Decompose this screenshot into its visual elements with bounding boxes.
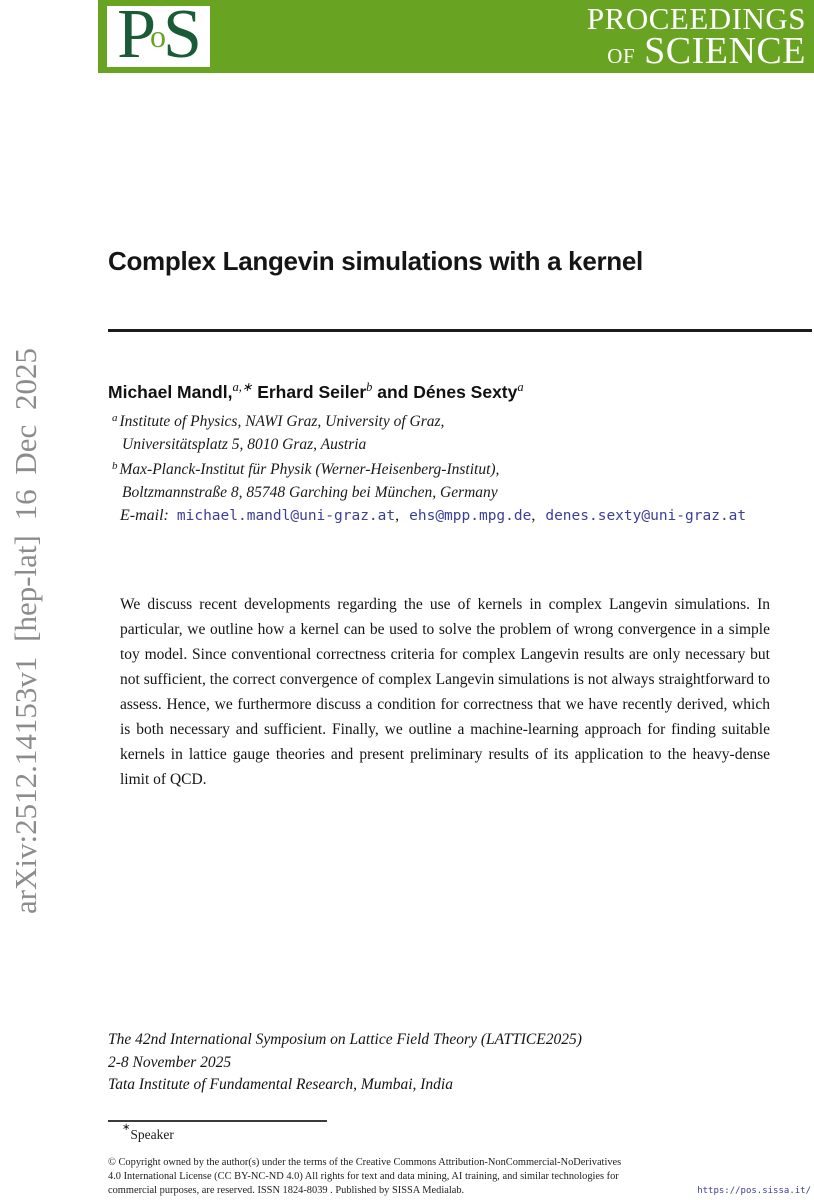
email-separator: , bbox=[531, 507, 536, 524]
author-name: Dénes Sexty bbox=[413, 382, 518, 402]
affiliations bbox=[112, 410, 499, 506]
author-affiliation-mark: a,∗ bbox=[232, 380, 253, 394]
speaker-asterisk: ∗ bbox=[122, 1121, 131, 1133]
author-name: Erhard Seiler bbox=[257, 382, 367, 402]
paper-title: Complex Langevin simulations with a kernel bbox=[108, 246, 643, 276]
email-label: E-mail: bbox=[120, 507, 169, 524]
pos-sissa-link[interactable]: https://pos.sissa.it/ bbox=[697, 1186, 811, 1196]
pos-logo-letter-s: S bbox=[163, 6, 200, 67]
conference-venue: Tata Institute of Fundamental Research, Mumbai, India bbox=[108, 1076, 453, 1093]
speaker-label: Speaker bbox=[130, 1127, 174, 1142]
affiliation-line bbox=[112, 410, 499, 433]
conference-info bbox=[108, 1029, 582, 1097]
banner-of: OF bbox=[607, 44, 636, 68]
banner-wordmark bbox=[587, 3, 806, 73]
copyright-line: © Copyright owned by the author(s) under the terms of the Creative Commons Attribution-NonCommercial-NoDerivatives bbox=[108, 1157, 622, 1168]
speaker-footnote bbox=[122, 1121, 174, 1143]
copyright-line: 4.0 International License (CC BY-NC-ND 4.0) All rights for text and data mining, AI training, and similar technologies for bbox=[108, 1171, 619, 1182]
affiliation-mark: b bbox=[112, 460, 118, 472]
author-affiliation-mark: a bbox=[517, 380, 524, 394]
pos-banner bbox=[98, 0, 814, 73]
pos-logo bbox=[107, 6, 210, 67]
banner-of-science bbox=[587, 30, 806, 73]
author-conjunction: and bbox=[377, 382, 409, 402]
conference-dates: 2-8 November 2025 bbox=[108, 1053, 232, 1071]
email-link-sexty[interactable]: denes.sexty@uni-graz.at bbox=[545, 508, 747, 524]
author-affiliation-mark: b bbox=[366, 380, 373, 394]
affiliation-line bbox=[112, 458, 499, 481]
affiliation-text: Max-Planck-Institut für Physik (Werner-Heisenberg-Institut), bbox=[119, 461, 500, 478]
footnote-rule bbox=[108, 1120, 327, 1122]
conference-name: The 42nd International Symposium on Lattice Field Theory (LATTICE2025) bbox=[108, 1031, 582, 1048]
pos-logo-letter-o: o bbox=[150, 18, 166, 54]
email-link-mandl[interactable]: michael.mandl@uni-graz.at bbox=[176, 508, 396, 524]
affiliation-line: Universitätsplatz 5, 8010 Graz, Austria bbox=[122, 436, 367, 453]
affiliation-text: Institute of Physics, NAWI Graz, University of Graz, bbox=[119, 413, 445, 430]
affiliation-line: Boltzmannstraße 8, 85748 Garching bei München, Germany bbox=[122, 484, 498, 501]
title-rule bbox=[108, 329, 812, 332]
email-link-seiler[interactable]: ehs@mpp.mpg.de bbox=[409, 508, 532, 524]
pos-logo-letter-p: P bbox=[117, 6, 154, 67]
arxiv-watermark: arXiv:2512.14153v1 [hep-lat] 16 Dec 2025 bbox=[8, 347, 43, 915]
copyright-line: commercial purposes, are reserved. ISSN 1824-8039 . Published by SISSA Medialab. bbox=[108, 1185, 465, 1196]
affiliation-mark: a bbox=[112, 412, 118, 424]
copyright-notice bbox=[108, 1156, 621, 1198]
email-separator: , bbox=[395, 507, 400, 524]
banner-proceedings: PROCEEDINGS bbox=[586, 1, 806, 36]
affiliation-a bbox=[112, 410, 499, 456]
email-row bbox=[120, 507, 746, 525]
abstract-text: We discuss recent developments regarding the use of kernels in complex Langevin simulations. In particular, we outline how a kernel can be used to solve the problem of wrong convergence in a simple toy model. Since conventional correctness criteria for complex Langevin results are only necessary but not sufficient, the correct convergence of complex Langevin simulations is not always straightforward to assess. Hence, we furthermore discuss a condition for correctness that we have recently derived, which is both necessary and sufficient. Finally, we outline a machine-learning approach for finding suitable kernels in lattice gauge theories and present preliminary results of its application to the heavy-dense limit of QCD. bbox=[120, 596, 770, 788]
banner-science: SCIENCE bbox=[644, 30, 806, 72]
author-name: Michael Mandl, bbox=[108, 382, 233, 402]
affiliation-b bbox=[112, 458, 499, 504]
author-line bbox=[108, 382, 524, 403]
